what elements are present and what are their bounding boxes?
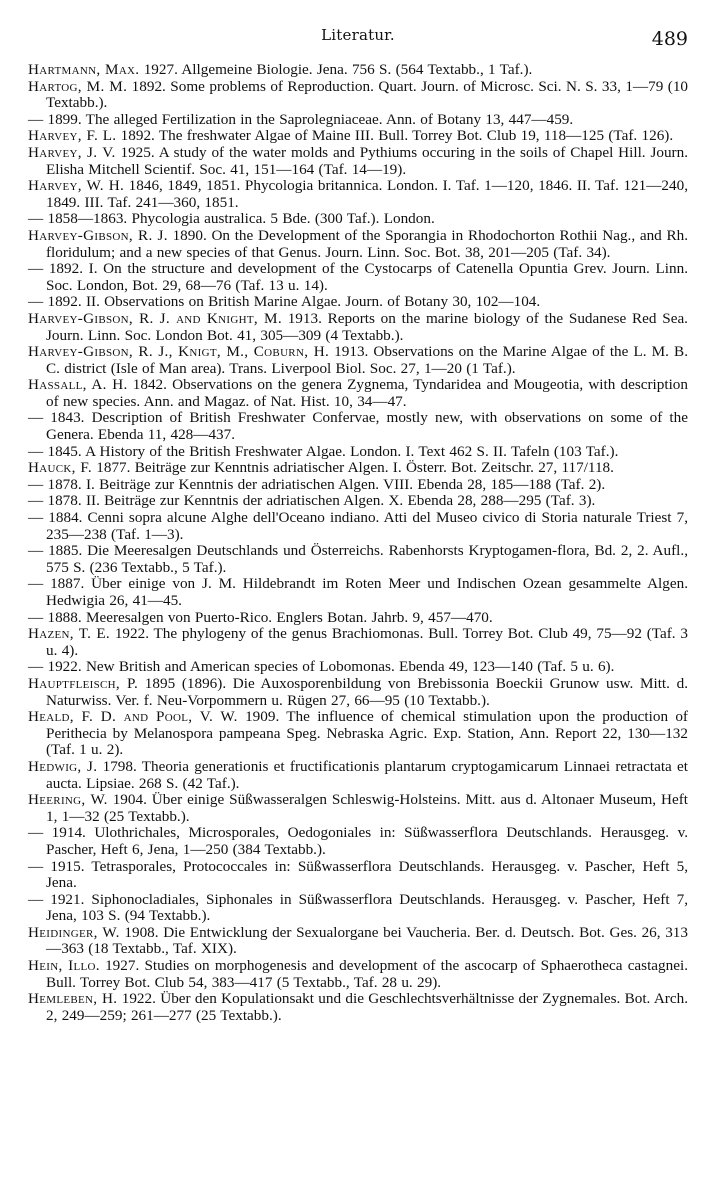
entry-text: 1913. Observations on the Marine Algae of the L. M. B. C. district (Isle of Man area). Trans. Liverpool Biol. Soc. 27, 1—20 (1 Taf.). <box>46 343 688 377</box>
bibliography-entry <box>28 228 688 261</box>
bibliography-entry <box>28 958 688 991</box>
bibliography-entry <box>28 676 688 709</box>
entry-text: 1842. Observations on the genera Zygnema, Tyndaridea and Mougeotia, with description of new species. Ann. and Magaz. of Nat. Hist. 10, 34—47. <box>46 376 688 410</box>
bibliography-list <box>28 62 688 1024</box>
entry-author: Hedwig, J. <box>28 757 98 775</box>
entry-text: 1798. Theoria generationis et fructificationis plantarum cryptogamicarum Linnaei retractata et aucta. Lipsiae. 268 S. (42 Taf.). <box>46 757 688 792</box>
entry-text: 1890. On the Development of the Sporangia in Rhodochorton Rothii Nag., and Rh. floridulum; and a new species of that Genus. Journ. Linn. Soc. Bot. 38, 201—205 (Taf. 34). <box>46 226 688 261</box>
entry-author: Harvey, F. L. <box>28 127 117 145</box>
entry-text: — 1892. I. On the structure and development of the Cystocarps of Catenella Opuntia Grev. Journ. Linn. Soc. London, Bot. 29, 68—76 (Taf. 13 u. 14). <box>28 260 688 294</box>
entry-text: — 1921. Siphonocladiales, Siphonales in Süßwasserflora Deutschlands. Herausgeg. v. Pascher, Heft 7, Jena, 103 S. (94 Textabb.). <box>28 890 688 925</box>
entry-text: — 1878. I. Beiträge zur Kenntnis der adriatischen Algen. VIII. Ebenda 28, 185—188 (Taf. 2). <box>28 475 606 493</box>
bibliography-entry <box>28 859 688 892</box>
entry-text: — 1887. Über einige von J. M. Hildebrandt im Roten Meer und Indischen Ozean gesammelte Algen. Hedwigia 26, 41—45. <box>28 575 688 609</box>
bibliography-entry <box>28 294 688 311</box>
page-number: 489 <box>651 28 688 50</box>
bibliography-entry <box>28 709 688 759</box>
entry-author: Harvey-Gibson, R. J. <box>28 226 168 244</box>
entry-text: — 1899. The alleged Fertilization in the Saprolegniaceae. Ann. of Botany 13, 447—459. <box>28 110 574 128</box>
entry-author: Heering, W. <box>28 791 108 809</box>
entry-author: Hazen, T. E. <box>28 625 111 643</box>
entry-text: 1892. Some problems of Reproduction. Quart. Journ. of Microsc. Sci. N. S. 33, 1—79 (10 Textabb.). <box>46 77 689 112</box>
entry-author: Harvey, W. H. <box>28 177 125 195</box>
entry-author: Harvey-Gibson, R. J. and Knight, M. <box>28 309 282 327</box>
bibliography-entry <box>28 79 688 112</box>
book-page <box>28 24 688 1184</box>
bibliography-entry <box>28 543 688 576</box>
bibliography-entry <box>28 145 688 178</box>
entry-text: — 1884. Cenni sopra alcune Alghe dell'Oceano indiano. Atti del Museo civico di Storia naturale Triest 7, 235—238 (Taf. 1—3). <box>28 509 688 543</box>
entry-text: 1927. Allgemeine Biologie. Jena. 756 S. (564 Textabb., 1 Taf.). <box>139 61 533 78</box>
bibliography-entry <box>28 925 688 958</box>
running-title: Literatur. <box>321 26 395 44</box>
entry-text: 1892. The freshwater Algae of Maine III. Bull. Torrey Bot. Club 19, 118—125 (Taf. 126). <box>116 127 674 145</box>
bibliography-entry <box>28 128 688 145</box>
bibliography-entry <box>28 344 688 377</box>
bibliography-entry <box>28 377 688 410</box>
entry-text: — 1878. II. Beiträge zur Kenntnis der adriatischen Algen. X. Ebenda 28, 288—295 (Taf. 3). <box>28 492 596 510</box>
bibliography-entry <box>28 477 688 494</box>
entry-text: 1922. Über den Kopulationsakt und die Geschlechtsverhältnisse der Zygnemales. Bot. Arch. 2, 249—259; 261—277 (25 Textabb.). <box>46 990 688 1024</box>
page-header <box>28 24 688 58</box>
entry-text: 1913. Reports on the marine biology of the Sudanese Red Sea. Journ. Linn. Soc. London Bot. 41, 305—309 (4 Textabb.). <box>46 309 688 344</box>
bibliography-entry <box>28 410 688 443</box>
entry-text: — 1885. Die Meeresalgen Deutschlands und Österreichs. Rabenhorsts Kryptogamen-flora, Bd. 2, 2. Aufl., 575 S. (236 Textabb., 5 Taf.). <box>28 542 688 576</box>
entry-author: Heald, F. D. and Pool, V. W. <box>28 708 238 726</box>
entry-author: Hauck, F. <box>28 459 92 477</box>
entry-text: 1904. Über einige Süßwasseralgen Schleswig-Holsteins. Mitt. aus d. Altonaer Museum, Heft 1, 1—32 (25 Textabb.). <box>46 791 688 825</box>
bibliography-entry <box>28 510 688 543</box>
bibliography-entry <box>28 444 688 461</box>
entry-text: 1877. Beiträge zur Kenntnis adriatischer Algen. I. Österr. Bot. Zeitschr. 27, 117/118. <box>91 459 614 477</box>
entry-text: — 1914. Ulothrichales, Microsporales, Oedogoniales in: Süßwasserflora Deutschlands. Herausgeg. v. Pascher, Heft 6, Jena, 1—250 (384 Textabb.). <box>28 824 688 858</box>
bibliography-entry <box>28 493 688 510</box>
bibliography-entry <box>28 576 688 609</box>
bibliography-entry <box>28 610 688 627</box>
entry-text: — 1892. II. Observations on British Marine Algae. Journ. of Botany 30, 102—104. <box>28 293 541 311</box>
bibliography-entry <box>28 460 688 477</box>
bibliography-entry <box>28 892 688 925</box>
bibliography-entry <box>28 825 688 858</box>
entry-text: 1922. The phylogeny of the genus Brachiomonas. Bull. Torrey Bot. Club 49, 75—92 (Taf. 3 u. 4). <box>46 625 688 659</box>
entry-author: Hein, Illo. <box>28 957 100 975</box>
bibliography-entry <box>28 759 688 792</box>
entry-text: — 1858—1863. Phycologia australica. 5 Bde. (300 Taf.). London. <box>28 210 435 228</box>
entry-author: Harvey, J. V. <box>28 143 116 161</box>
entry-author: Hauptfleisch, P. <box>28 674 139 692</box>
entry-text: 1908. Die Entwicklung der Sexualorgane bei Vaucheria. Ber. d. Deutsch. Bot. Ges. 26, 313—363 (18 Textabb., Taf. XIX). <box>46 923 688 958</box>
bibliography-entry <box>28 659 688 676</box>
bibliography-entry <box>28 991 688 1024</box>
entry-text: — 1888. Meeresalgen von Puerto-Rico. Englers Botan. Jahrb. 9, 457—470. <box>28 608 493 626</box>
bibliography-entry <box>28 311 688 344</box>
entry-text: — 1845. A History of the British Freshwater Algae. London. I. Text 462 S. II. Tafeln (103 Taf.). <box>28 442 619 460</box>
entry-author: Harvey-Gibson, R. J., Knigt, M., Coburn, H. <box>28 343 330 361</box>
entry-author: Heidinger, W. <box>28 923 120 941</box>
bibliography-entry <box>28 261 688 294</box>
entry-text: — 1922. New British and American species of Lobomonas. Ebenda 49, 123—140 (Taf. 5 u. 6). <box>28 658 615 676</box>
entry-author: Hassall, A. H. <box>28 376 128 394</box>
bibliography-entry <box>28 211 688 228</box>
entry-text: 1895 (1896). Die Auxosporenbildung von Brebissonia Boeckii Grunow usw. Mitt. d. Naturwiss. Ver. f. Neu-Vorpommern u. Rügen 27, 66—95 (10 Textabb.). <box>46 674 688 709</box>
entry-author: Hartmann, Max. <box>28 61 140 78</box>
entry-text: — 1843. Description of British Freshwater Confervae, mostly new, with observations on some of the Genera. Ebenda 11, 428—437. <box>28 409 688 444</box>
bibliography-entry <box>28 178 688 211</box>
entry-text: 1927. Studies on morphogenesis and development of the ascocarp of Sphaerotheca castagnei. Bull. Torrey Bot. Club 54, 383—417 (5 Textabb., Taf. 28 u. 29). <box>46 957 688 991</box>
bibliography-entry <box>28 792 688 825</box>
entry-text: 1846, 1849, 1851. Phycologia britannica. London. I. Taf. 1—120, 1846. II. Taf. 121—240, 1849. III. Taf. 241—360, 1851. <box>46 177 688 211</box>
entry-text: 1925. A study of the water molds and Pythiums occuring in the soils of Chapel Hill. Journ. Elisha Mitchell Scientif. Soc. 41, 151—164 (Taf. 14—19). <box>46 143 688 178</box>
entry-text: — 1915. Tetrasporales, Protococcales in: Süßwasserflora Deutschlands. Herausgeg. v. Pascher, Heft 5, Jena. <box>28 857 688 892</box>
entry-author: Hartog, M. M. <box>28 77 128 95</box>
bibliography-entry <box>28 112 688 129</box>
entry-text: 1909. The influence of chemical stimulation upon the production of Perithecia by Melanospora pampeana Speg. Nebraska Agric. Exp. Station, Ann. Report 22, 130—132 (Taf. 1 u. 2). <box>46 708 688 759</box>
bibliography-entry <box>28 62 688 79</box>
entry-author: Hemleben, H. <box>28 990 118 1008</box>
bibliography-entry <box>28 626 688 659</box>
